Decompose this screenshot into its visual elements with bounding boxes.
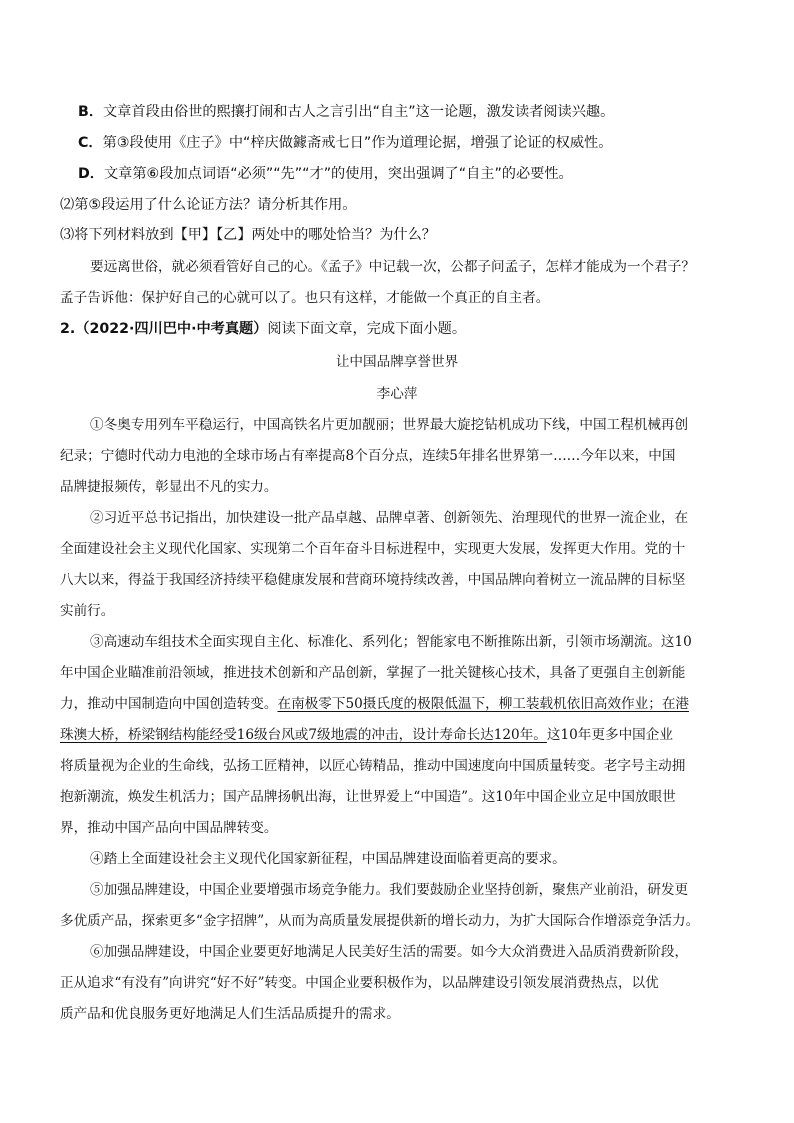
article-paragraph-3-line-6: 抱新潮流，焕发生机活力；国产品牌扬帆出海，让世界爱上“中国造”。这10年中国企业立足中国放眼世: [60, 789, 676, 805]
option-b-letter: B．: [78, 104, 104, 120]
article-paragraph-3-line-3: [60, 694, 689, 714]
option-d-letter: D．: [78, 166, 104, 182]
article-author: 李心萍: [376, 386, 418, 402]
article-paragraph-3-line-4: [60, 725, 673, 745]
question-2: ⑵第⑤段运用了什么论证方法？请分析其作用。: [60, 197, 357, 213]
article-paragraph-3-line-5: 将质量视为企业的生命线，弘扬工匠精神，以匠心铸精品，推动中国速度向中国质量转变。老字号主动拥: [60, 758, 686, 774]
material-line-1: 要远离世俗，就必须看管好自己的心。《孟子》中记载一次，公都子问孟子，怎样才能成为一个君子？: [90, 259, 695, 275]
article-paragraph-6-line-2: 正从追求“有没有”向讲究“好不好”转变。中国企业要积极作为，以品牌建设引领发展消费热点，以优: [60, 975, 659, 991]
option-c-letter: C．: [78, 135, 103, 151]
article-paragraph-6-line-1: ⑥加强品牌建设，中国企业要更好地满足人民美好生活的需要。如今大众消费进入品质消费新阶段，: [90, 944, 689, 960]
article-paragraph-3-line-1: ③高速动车组技术全面实现自主化、标准化、系列化；智能家电不断推陈出新，引领市场潮流。这10: [90, 634, 692, 650]
problem-source: （2022·四川巴中·中考真题）: [75, 321, 268, 337]
article-paragraph-5-line-2: 多优质产品，探索更多“金字招牌”，从而为高质量发展提供新的增长动力，为扩大国际合作增添竞争活力。: [60, 913, 700, 929]
article-paragraph-4-line-1: ④踏上全面建设社会主义现代化国家新征程，中国品牌建设面临着更高的要求。: [90, 851, 566, 867]
problem-2-header: [60, 319, 466, 339]
article-paragraph-2-line-4: 实前行。: [60, 603, 115, 619]
option-c: [78, 133, 612, 153]
article-paragraph-1-line-3: 品牌捷报频传，彰显出不凡的实力。: [60, 479, 278, 495]
article-paragraph-1-line-1: ①冬奥专用列车平稳运行，中国高铁名片更加靓丽；世界最大旋挖钻机成功下线，中国工程机械再创: [90, 417, 689, 433]
article-paragraph-6-line-3: 质产品和优良服务更好地满足人们生活品质提升的需求。: [60, 1006, 400, 1022]
problem-instruction: 阅读下面文章，完成下面小题。: [267, 321, 467, 337]
option-b: [78, 102, 614, 122]
option-d: [78, 164, 573, 184]
article-paragraph-3-line-7: 界，推动中国产品向中国品牌转变。: [60, 820, 278, 836]
paragraph-3-text: 这10年更多中国企业: [546, 727, 673, 743]
article-paragraph-2-line-2: 全面建设社会主义现代化国家、实现第二个百年奋斗目标进程中，实现更大发展，发挥更大作用。党的十: [60, 541, 686, 557]
article-paragraph-2-line-1: ②习近平总书记指出，加快建设一批产品卓越、品牌卓著、创新领先、治理现代的世界一流企业，在: [90, 510, 689, 526]
option-c-text: 第③段使用《庄子》中“梓庆做鐻斋戒七日”作为道理论据，增强了论证的权威性。: [102, 135, 613, 151]
paragraph-3-text: 力，推动中国制造向中国创造转变。: [60, 696, 278, 712]
article-paragraph-5-line-1: ⑤加强品牌建设，中国企业要增强市场竞争能力。我们要鼓励企业坚持创新，聚焦产业前沿，研发更: [90, 882, 689, 898]
option-d-text: 文章第⑥段加点词语“必须”“先”“才”的使用，突出强调了“自主”的必要性。: [103, 166, 573, 182]
material-line-2: 孟子告诉他：保护好自己的心就可以了。也只有这样，才能做一个真正的自主者。: [60, 290, 550, 306]
underlined-sentence: 在南极零下50摄氏度的极限低温下，柳工装载机依旧高效作业；在港: [277, 696, 690, 712]
article-paragraph-1-line-2: 纪录；宁德时代动力电池的全球市场占有率提高8个百分点，连续5年排名世界第一……今年以来，中国: [60, 448, 676, 464]
option-b-text: 文章首段由俗世的熙攘打闹和古人之言引出“自主”这一论题，激发读者阅读兴趣。: [103, 104, 615, 120]
article-title: 让中国品牌享誉世界: [335, 354, 459, 370]
question-3: ⑶将下列材料放到【甲】【乙】两处中的哪处恰当？为什么？: [60, 227, 436, 243]
article-paragraph-2-line-3: 八大以来，得益于我国经济持续平稳健康发展和营商环境持续改善，中国品牌向着树立一流品牌的目标坚: [60, 572, 686, 588]
article-paragraph-3-line-2: 年中国企业瞄准前沿领域，推进技术创新和产品创新，掌握了一批关键核心技术，具备了更强自主创新能: [60, 665, 686, 681]
problem-number: 2.: [60, 321, 76, 337]
underlined-sentence-end: 珠澳大桥，桥梁钢结构能经受16级台风或7级地震的冲击，设计寿命长达120年。: [60, 727, 547, 743]
